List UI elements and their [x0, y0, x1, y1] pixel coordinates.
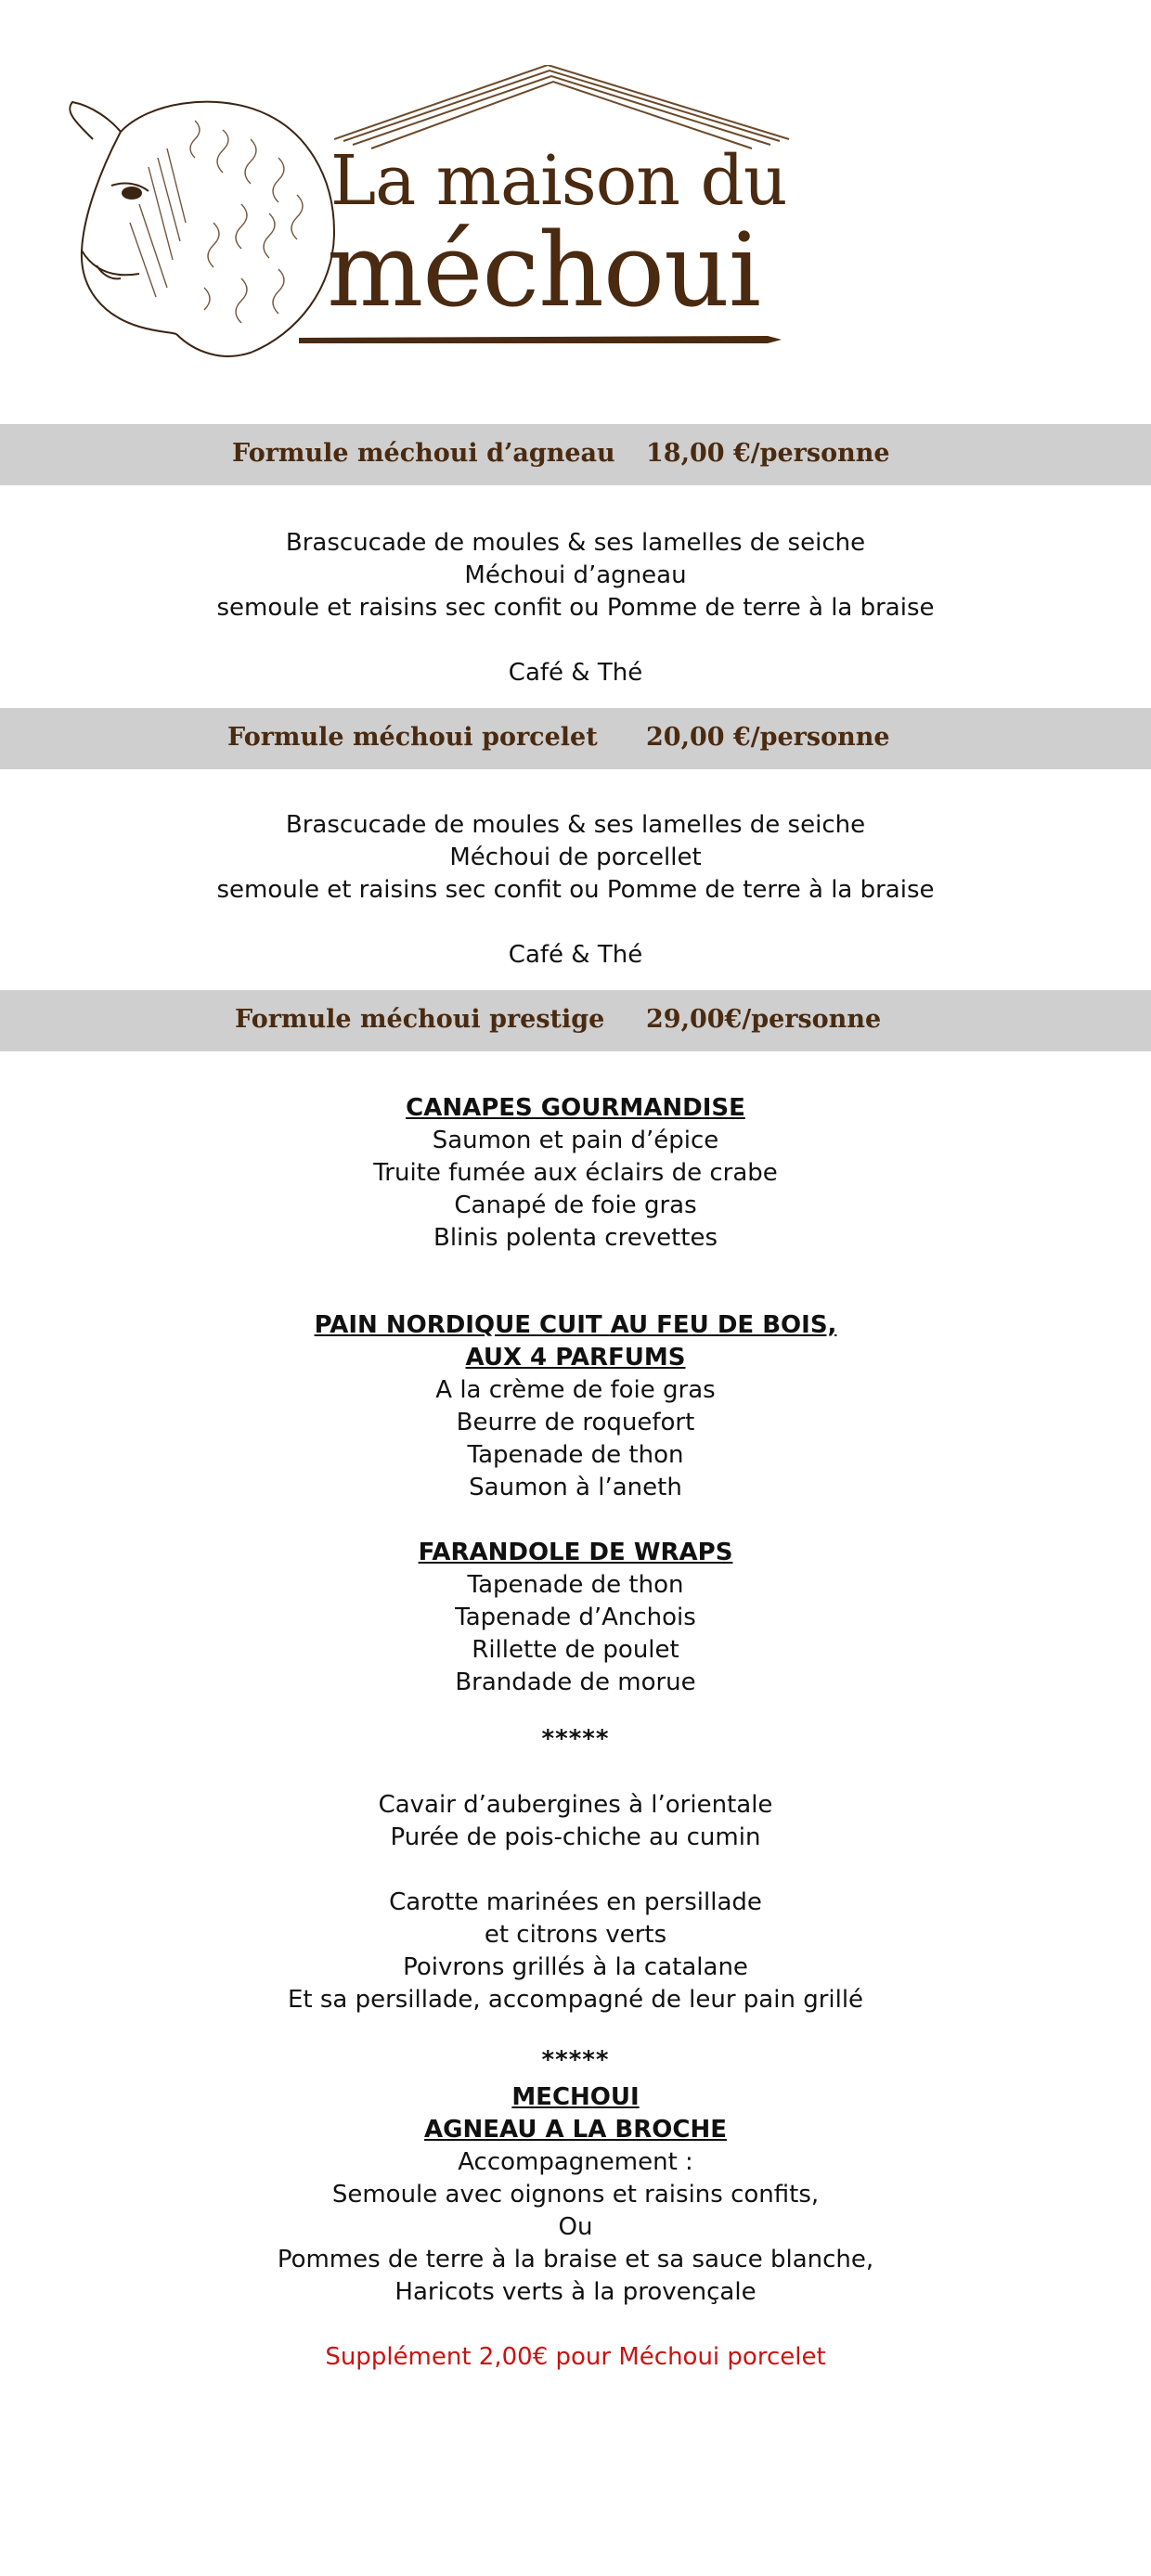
formule-porcelet-band: [0, 708, 1151, 769]
menu-item: semoule et raisins sec confit ou Pomme de terre à la braise: [216, 594, 935, 622]
formule-name: Formule méchoui prestige: [235, 1005, 605, 1034]
formule-prestige-band: [0, 990, 1151, 1051]
formule-price: 20,00 €/personne: [646, 723, 890, 752]
menu-item: Et sa persillade, accompagné de leur pain grillé: [287, 1986, 864, 2014]
restaurant-logo: [56, 56, 798, 371]
spacer: [0, 625, 1151, 657]
menu-item: Brascucade de moules & ses lamelles de seiche: [285, 529, 866, 557]
menu-item: Méchoui d’agneau: [464, 561, 687, 589]
menu-item: Tapenade de thon: [467, 1571, 684, 1599]
menu-item: Semoule avec oignons et raisins confits,: [331, 2181, 820, 2209]
menu-item: Truite fumée aux éclairs de crabe: [373, 1159, 778, 1187]
formule-price: 18,00 €/personne: [646, 439, 890, 468]
menu-item: Tapenade d’Anchois: [455, 1604, 696, 1631]
menu-item: et citrons verts: [484, 1921, 667, 1949]
menu-item: A la crème de foie gras: [435, 1376, 716, 1404]
logo-title-line-2: méchoui: [327, 211, 761, 329]
mezze-section-2: [0, 1887, 1151, 2016]
section-heading: AUX 4 PARFUMS: [465, 1344, 686, 1372]
spacer: [0, 907, 1151, 939]
mechoui-section: [0, 2081, 1151, 2309]
logo-title-line-1: La maison du: [330, 141, 787, 221]
stars-divider: *****: [541, 2046, 610, 2074]
menu-item: Rillette de poulet: [472, 1636, 679, 1664]
menu-item: Brandade de morue: [455, 1668, 696, 1696]
menu-item: Café & Thé: [508, 941, 643, 969]
formule-name: Formule méchoui porcelet: [227, 723, 598, 752]
menu-item: Méchoui de porcellet: [449, 844, 702, 871]
menu-item: Beurre de roquefort: [456, 1409, 695, 1436]
menu-item: Saumon et pain d’épice: [432, 1127, 719, 1154]
section-heading: MECHOUI: [511, 2083, 640, 2111]
menu-item: Brascucade de moules & ses lamelles de seiche: [285, 811, 866, 839]
formule-agneau-menu: [0, 527, 1151, 689]
menu-item: Blinis polenta crevettes: [433, 1224, 718, 1252]
menu-item: semoule et raisins sec confit ou Pomme de terre à la braise: [216, 876, 935, 904]
stars-divider: *****: [541, 1725, 610, 1753]
menu-item: Purée de pois-chiche au cumin: [390, 1823, 761, 1851]
section-heading: PAIN NORDIQUE CUIT AU FEU DE BOIS,: [314, 1311, 837, 1339]
formule-name: Formule méchoui d’agneau: [232, 439, 615, 468]
supplement-section: [0, 2341, 1151, 2374]
section-heading: CANAPES GOURMANDISE: [406, 1094, 745, 1122]
menu-item: Haricots verts à la provençale: [394, 2278, 757, 2306]
canapes-section: [0, 1092, 1151, 1255]
separator-stars-2: [0, 2044, 1151, 2077]
section-heading: AGNEAU A LA BROCHE: [424, 2116, 727, 2144]
menu-item: Saumon à l’aneth: [469, 1474, 682, 1501]
supplement-note: Supplément 2,00€ pour Méchoui porcelet: [325, 2343, 826, 2371]
wraps-section: [0, 1537, 1151, 1699]
menu-item: Ou: [558, 2213, 593, 2241]
section-heading: FARANDOLE DE WRAPS: [418, 1539, 733, 1566]
formule-agneau-band: [0, 424, 1151, 485]
menu-item: Carotte marinées en persillade: [389, 1888, 762, 1916]
sheep-head-illustration: [56, 84, 353, 362]
formule-porcelet-menu: [0, 809, 1151, 972]
menu-item: Poivrons grillés à la catalane: [403, 1953, 748, 1981]
menu-item: Tapenade de thon: [467, 1441, 684, 1469]
mezze-section-1: [0, 1789, 1151, 1854]
formule-price: 29,00€/personne: [646, 1005, 882, 1034]
logo-underline: [299, 330, 782, 349]
menu-item: Pommes de terre à la braise et sa sauce blanche,: [277, 2246, 874, 2273]
separator-stars: [0, 1723, 1151, 1756]
menu-item: Café & Thé: [508, 659, 643, 687]
menu-item: Canapé de foie gras: [454, 1191, 697, 1219]
menu-item: Cavair d’aubergines à l’orientale: [378, 1791, 773, 1819]
pain-nordique-section: [0, 1309, 1151, 1504]
menu-item: Accompagnement :: [458, 2148, 693, 2176]
